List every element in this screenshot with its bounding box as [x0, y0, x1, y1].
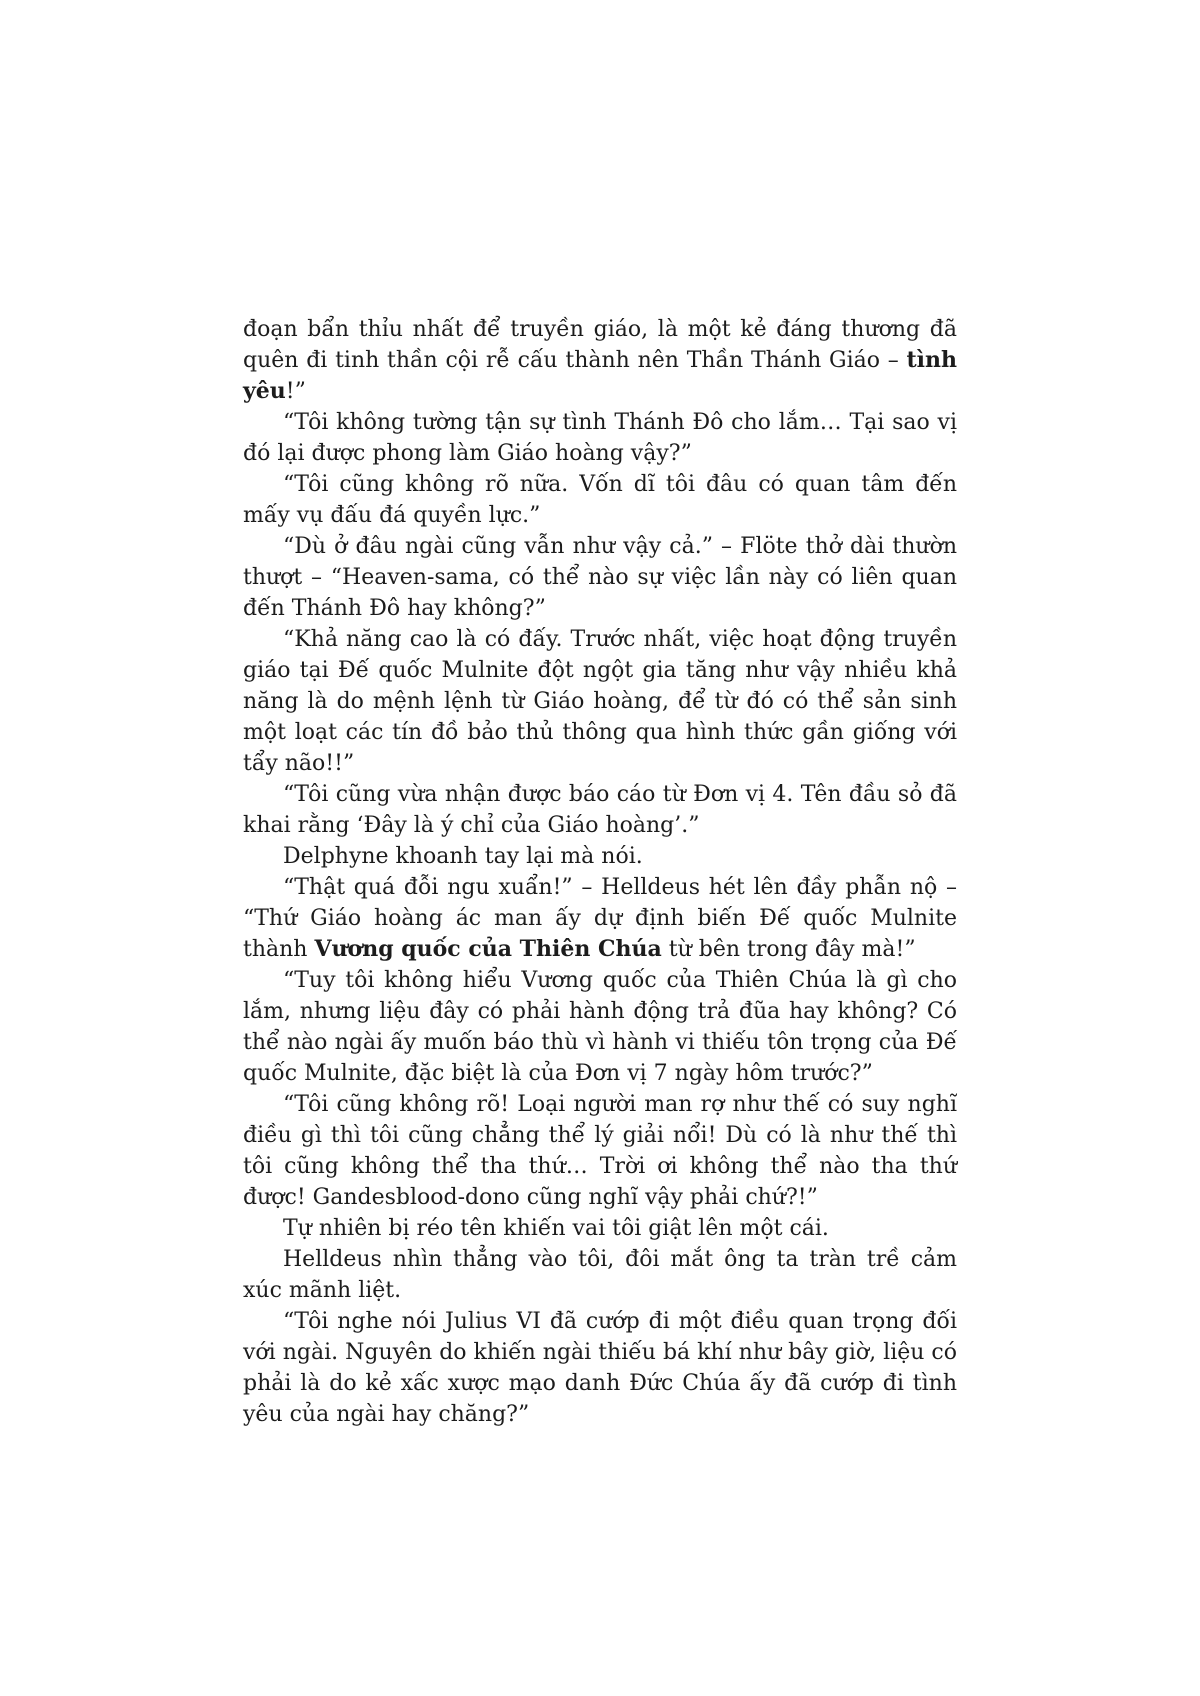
paragraph	[243, 1244, 957, 1306]
paragraph	[243, 314, 957, 407]
text-run: “Dù ở đâu ngài cũng vẫn như vậy cả.” – Flöte thở dài thườn thượt – “Heaven-sama, có thể nào sự việc lần này có liên quan đến Thánh Đô hay không?”	[243, 534, 957, 621]
text-run: “Tuy tôi không hiểu Vương quốc của Thiên Chúa là gì cho lắm, nhưng liệu đây có phải hành động trả đũa hay không? Có thể nào ngài ấy muốn báo thù vì hành vi thiếu tôn trọng của Đế quốc Mulnite, đặc biệt là của Đơn vị 7 ngày hôm trước?”	[243, 968, 957, 1086]
text-run: đoạn bẩn thỉu nhất để truyền giáo, là một kẻ đáng thương đã quên đi tinh thần cội rễ cấu thành nên Thần Thánh Giáo –	[243, 317, 957, 373]
text-run: “Tôi cũng không rõ! Loại người man rợ như thế có suy nghĩ điều gì thì tôi cũng chẳng thể lý giải nổi! Dù có là như thế thì tôi cũng không thể tha thứ… Trời ơi không thể nào tha thứ được! Gandesblood-dono cũng nghĩ vậy phải chứ?!”	[243, 1092, 957, 1210]
text-run: Helldeus nhìn thẳng vào tôi, đôi mắt ông ta tràn trề cảm xúc mãnh liệt.	[243, 1247, 957, 1303]
text-run: “Khả năng cao là có đấy. Trước nhất, việc hoạt động truyền giáo tại Đế quốc Mulnite đột ngột gia tăng như vậy nhiều khả năng là do mệnh lệnh từ Giáo hoàng, để từ đó có thể sản sinh một loạt các tín đồ bảo thủ thông qua hình thức gần giống với tẩy não!!”	[243, 627, 957, 776]
text-run: Tự nhiên bị réo tên khiến vai tôi giật lên một cái.	[283, 1216, 829, 1241]
paragraph	[243, 469, 957, 531]
paragraph	[243, 624, 957, 779]
paragraph	[243, 779, 957, 841]
text-run: “Tôi nghe nói Julius VI đã cướp đi một điều quan trọng đối với ngài. Nguyên do khiến ngài thiếu bá khí như bây giờ, liệu có phải là do kẻ xấc xược mạo danh Đức Chúa ấy đã cướp đi tình yêu của ngài hay chăng?”	[243, 1309, 957, 1427]
paragraph	[243, 872, 957, 965]
paragraph	[243, 1213, 957, 1244]
text-run: “Tôi cũng không rõ nữa. Vốn dĩ tôi đâu có quan tâm đến mấy vụ đấu đá quyền lực.”	[243, 472, 957, 528]
text-run: “Tôi cũng vừa nhận được báo cáo từ Đơn vị 4. Tên đầu sỏ đã khai rằng ‘Đây là ý chỉ của Giáo hoàng’.”	[243, 782, 957, 838]
body-text	[243, 314, 957, 1430]
text-run: Delphyne khoanh tay lại mà nói.	[283, 844, 643, 869]
paragraph	[243, 407, 957, 469]
paragraph	[243, 1306, 957, 1430]
text-run: “Thật quá đỗi ngu xuẩn!” – Helldeus hét lên đầy phẫn nộ – “Thứ Giáo hoàng ác man ấy dự định biến Đế quốc Mulnite thành	[243, 875, 957, 962]
paragraph	[243, 1089, 957, 1213]
bold-text-run: Vương quốc của Thiên Chúa	[314, 936, 662, 962]
text-run: từ bên trong đây mà!”	[661, 937, 916, 962]
paragraph	[243, 531, 957, 624]
text-run: “Tôi không tường tận sự tình Thánh Đô cho lắm… Tại sao vị đó lại được phong làm Giáo hoàng vậy?”	[243, 410, 957, 466]
bold-text-run: tình yêu	[243, 347, 957, 404]
paragraph	[243, 965, 957, 1089]
paragraph	[243, 841, 957, 872]
text-run: !”	[285, 379, 306, 404]
